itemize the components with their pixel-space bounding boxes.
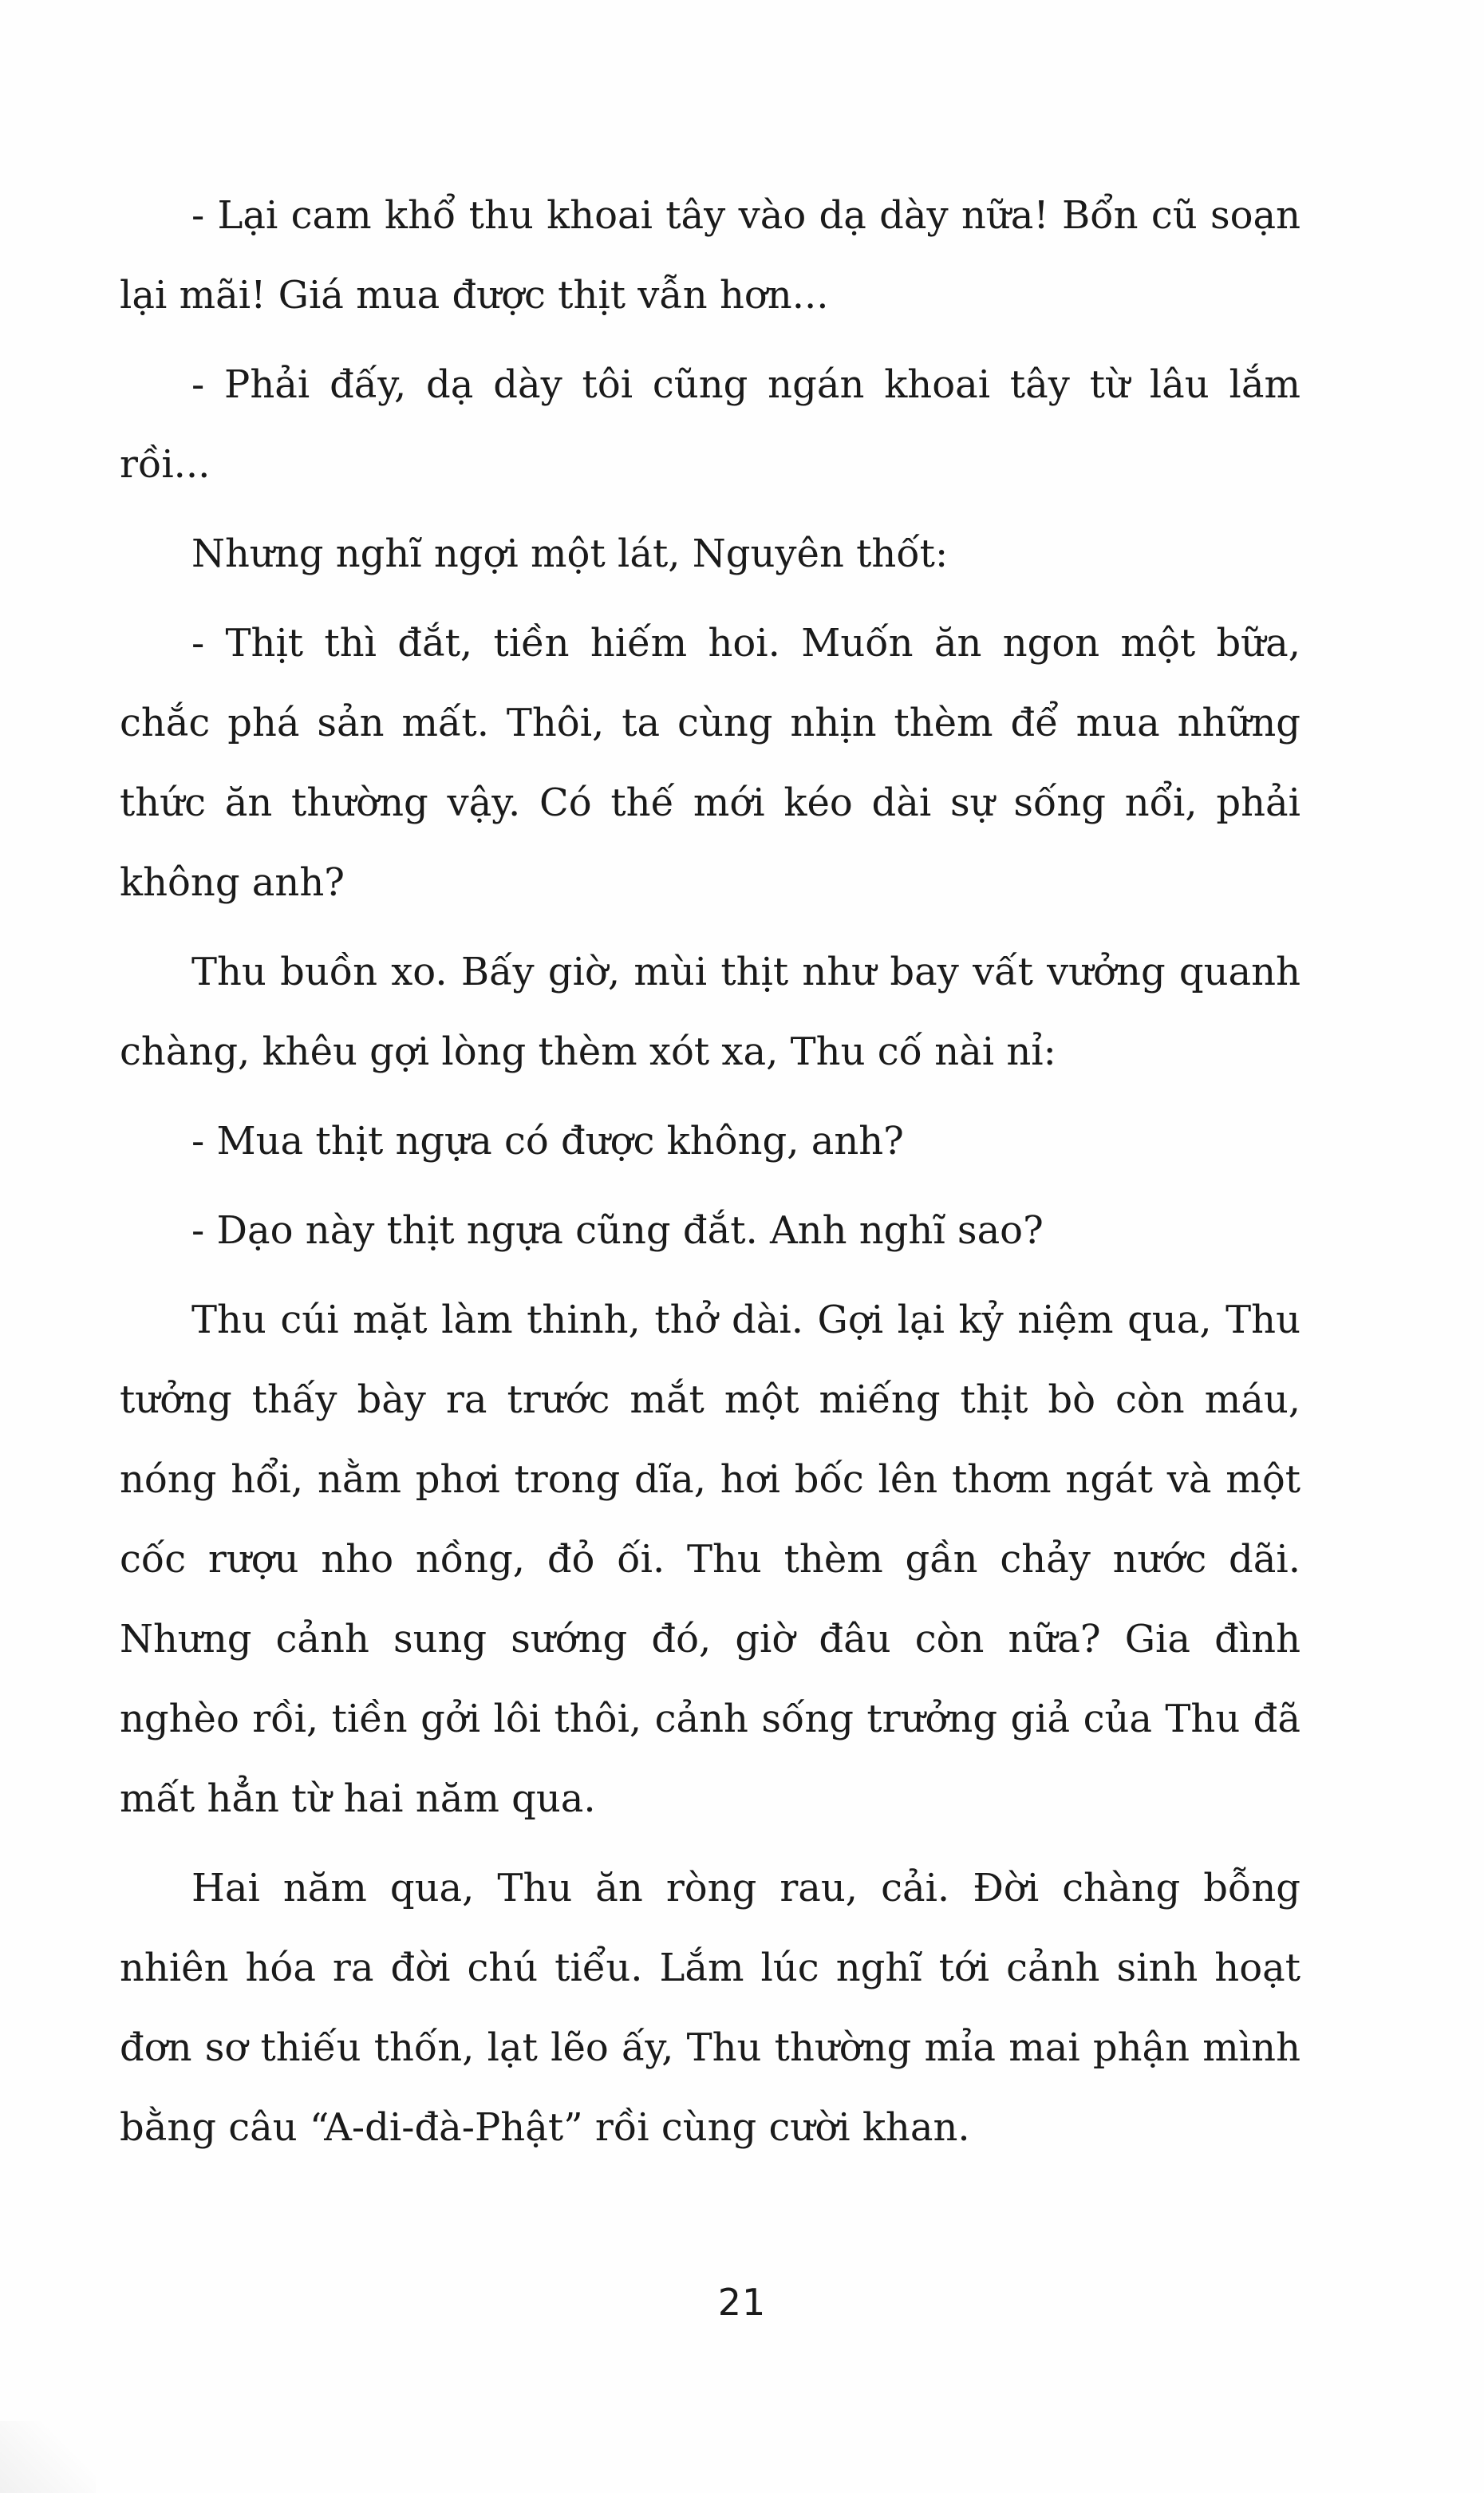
paragraph-dialogue-1: - Lại cam khổ thu khoai tây vào dạ dày nữa! Bổn cũ soạn lại mãi! Giá mua được thịt vẫn hơn...: [120, 193, 1300, 318]
paragraph-dialogue-3: - Thịt thì đắt, tiền hiếm hoi. Muốn ăn ngon một bữa, chắc phá sản mất. Thôi, ta cùng nhịn thèm để mua những thức ăn thường vậy. Có thế mới kéo dài sự sống nổi, phải không anh?: [120, 621, 1300, 905]
paragraph-narration-1: Nhưng nghĩ ngợi một lát, Nguyên thốt:: [191, 531, 949, 576]
book-page-text: [120, 176, 1300, 2177]
paragraph-narration-4: Hai năm qua, Thu ăn ròng rau, cải. Đời chàng bỗng nhiên hóa ra đời chú tiểu. Lắm lúc nghĩ tới cảnh sinh hoạt đơn sơ thiếu thốn, lạt lẽo ấy, Thu thường mỉa mai phận mình bằng câu “A-di-đà-Phật” rồi cùng cười khan.: [120, 1866, 1300, 2150]
paragraph-dialogue-4: - Mua thịt ngựa có được không, anh?: [191, 1119, 904, 1164]
page-number: 21: [717, 2281, 767, 2324]
paragraph-narration-3: Thu cúi mặt làm thinh, thở dài. Gợi lại kỷ niệm qua, Thu tưởng thấy bày ra trước mắt một miếng thịt bò còn máu, nóng hổi, nằm phơi trong dĩa, hơi bốc lên thơm ngát và một cốc rượu nho nồng, đỏ ối. Thu thèm gần chảy nước dãi. Nhưng cảnh sung sướng đó, giờ đâu còn nữa? Gia đình nghèo rồi, tiền gởi lôi thôi, cảnh sống trưởng giả của Thu đã mất hẳn từ hai năm qua.: [120, 1298, 1300, 1821]
paragraph-dialogue-2: - Phải đấy, dạ dày tôi cũng ngán khoai tây từ lâu lắm rồi...: [120, 362, 1300, 487]
paragraph-dialogue-5: - Dạo này thịt ngựa cũng đắt. Anh nghĩ sao?: [191, 1208, 1044, 1253]
scan-shadow: [0, 2421, 96, 2493]
paragraph-narration-2: Thu buồn xo. Bấy giờ, mùi thịt như bay vất vưởng quanh chàng, khêu gợi lòng thèm xót xa, Thu cố nài nỉ:: [120, 950, 1300, 1074]
